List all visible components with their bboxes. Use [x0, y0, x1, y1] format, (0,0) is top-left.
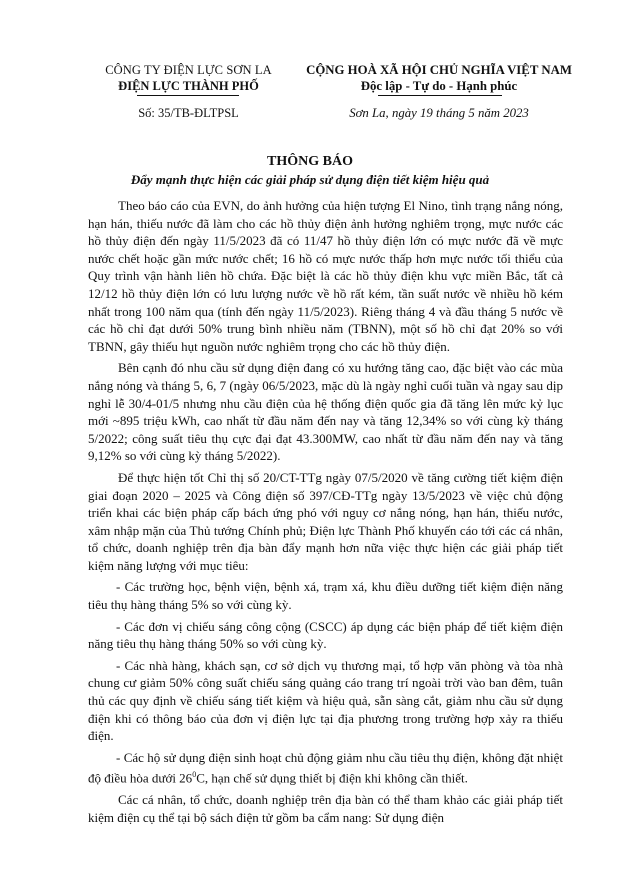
national-motto: Độc lập - Tự do - Hạnh phúc [360, 79, 518, 93]
document-subtitle: Đẩy mạnh thực hiện các giải pháp sử dụng điện tiết kiệm hiệu quả [130, 172, 490, 187]
document-body [88, 197, 563, 827]
list-item: - Các nhà hàng, khách sạn, cơ sở dịch vụ thương mại, tổ hợp văn phòng và tòa nhà chung cư giảm 50% công suất chiếu sáng quảng cáo trang trí ngoài trời vào ban đêm, tuân thủ các quy định về chiếu sáng tiết kiệm và hiệu quả, sẵn sàng cắt, giảm nhu cầu sử dụng điện khi có thông báo của đơn vị điện lực tại địa phương trong trường hợp xảy ra thiếu điện. [88, 657, 563, 744]
national-motto-block [283, 62, 595, 121]
motto-underline [378, 95, 502, 96]
document-number: Số: 35/TB-ĐLTPSL [138, 106, 239, 120]
parent-company: CÔNG TY ĐIỆN LỰC SƠN LA [105, 63, 272, 77]
place-date: Sơn La, ngày 19 tháng 5 năm 2023 [349, 106, 529, 120]
national-title: CỘNG HOÀ XÃ HỘI CHỦ NGHĨA VIỆT NAM [306, 63, 572, 77]
list-item-text: - Các hộ sử dụng điện sinh hoạt chủ động giảm nhu cầu tiêu thụ điện, không đặt nhiệt độ điều hòa dưới 26 [88, 749, 563, 786]
issuer-block [86, 62, 291, 121]
list-item: - Các trường học, bệnh viện, bệnh xá, trạm xá, khu điều dưỡng tiết kiệm điện năng tiêu thụ hàng tháng 5% so với cùng kỳ. [88, 579, 563, 613]
document-title: THÔNG BÁO [267, 154, 353, 169]
list-item [88, 749, 563, 788]
paragraph: Bên cạnh đó nhu cầu sử dụng điện đang có xu hướng tăng cao, đặc biệt vào các mùa nắng nóng và tháng 5, 6, 7 (ngày 06/5/2023, mặc dù là ngày nghỉ cuối tuần và ngay sau dịp nghỉ lễ 30/4-01/5 nhưng nhu cầu điện của hệ thống điện quốc gia đã tăng lên mức kỷ lục mới ~895 triệu kWh, cao nhất từ đầu năm đến nay và tăng 12,34% so với cùng kỳ tháng 5/2022; công suất tiêu thụ cực đại đạt 43.300MW, cao nhất từ đầu năm đến nay và tăng 9,12% so với cùng kỳ tháng 5/2022). [88, 360, 563, 464]
issuer-underline [137, 95, 239, 96]
paragraph: Các cá nhân, tổ chức, doanh nghiệp trên địa bàn có thể tham khảo các giải pháp tiết kiệm điện cụ thể tại bộ sách điện tử gồm ba cẩm nang: Sử dụng điện [88, 792, 563, 825]
degree-superscript: 0 [192, 770, 197, 780]
list-item: - Các đơn vị chiếu sáng công cộng (CSCC) áp dụng các biện pháp để tiết kiệm điện năng tiêu thụ hàng tháng 50% so với cùng kỳ. [88, 618, 563, 652]
paragraph: Để thực hiện tốt Chỉ thị số 20/CT-TTg ngày 07/5/2020 về tăng cường tiết kiệm điện giai đoạn 2020 – 2025 và Công điện số 397/CĐ-TTg ngày 13/5/2023 về việc chủ động triển khai các biện pháp cấp bách ứng phó với nguy cơ nắng nóng, hạn hán, thiếu nước, xâm nhập mặn của Thủ tướng Chính phủ; Điện lực Thành Phố khuyến cáo tới các cá nhân, tổ chức, doanh nghiệp trên địa bàn đẩy mạnh hơn nữa việc thực hiện các giải pháp tiết kiệm năng lượng với mục tiêu: [88, 469, 563, 573]
list-item-text: C, hạn chế sử dụng thiết bị điện khi không cần thiết. [196, 770, 468, 786]
paragraph: Theo báo cáo của EVN, do ảnh hưởng của hiện tượng El Nino, tình trạng nắng nóng, hạn hán, thiếu nước đã làm cho các hồ thủy điện ảnh hưởng nghiêm trọng, mực nước các hồ thủy điện đến ngày 11/5/2023 đã có 11/47 hồ thủy điện lớn có mực nước đã về mực nước chết hoặc gần mức nước chết; 16 hồ có mực nước thấp hơn mực nước tối thiểu của Quy trình vận hành liên hồ chứa. Đặc biệt là các hồ thủy điện khu vực miền Bắc, tất cả 12/12 hồ thủy điện lớn có lưu lượng nước về hồ rất kém, tần suất nước về nhiều hồ kém nhất trong 100 năm qua (tính đến ngày 11/5/2023). Riêng tháng 4 và đầu tháng 5 nước về các hồ chỉ đạt dưới 50% trung bình nhiều năm (TBNN), một số hồ chỉ đạt 20% so với TBNN, gây thiếu hụt nguồn nước nghiêm trọng cho các hồ thủy điện. [88, 198, 563, 354]
issuing-unit: ĐIỆN LỰC THÀNH PHỐ [118, 79, 259, 93]
